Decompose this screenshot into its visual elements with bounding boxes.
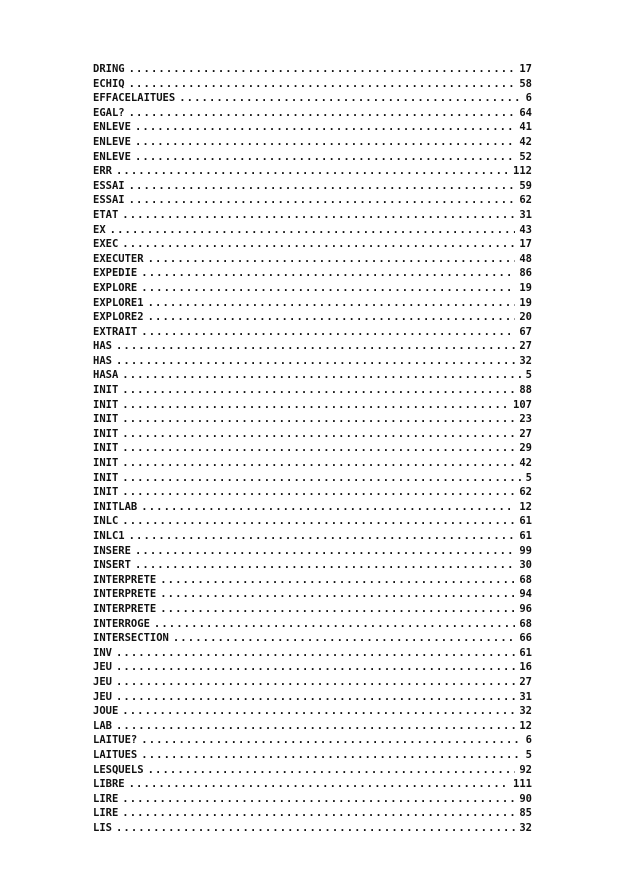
index-entry-page-number: 32 [519, 821, 532, 834]
index-entry-name: LIBRE [93, 778, 125, 791]
index-entry-page-number: 58 [519, 77, 532, 90]
index-entry-page-number: 43 [519, 223, 532, 236]
dot-leader [141, 325, 515, 340]
index-entry [93, 558, 532, 573]
index-entry-name: EGAL? [93, 106, 125, 119]
dot-leader [116, 646, 515, 661]
index-list [93, 62, 532, 835]
index-entry-name: JEU [93, 661, 112, 674]
index-entry-page-number: 42 [519, 457, 532, 470]
dot-leader [141, 748, 521, 763]
dot-leader [122, 383, 515, 398]
index-entry-page-number: 29 [519, 442, 532, 455]
index-entry-name: INLC [93, 515, 119, 528]
index-entry-page-number: 68 [519, 617, 532, 630]
index-entry [93, 120, 532, 135]
index-entry-page-number: 31 [519, 690, 532, 703]
index-entry [93, 660, 532, 675]
index-entry-page-number: 111 [513, 778, 532, 791]
index-entry-page-number: 31 [519, 208, 532, 221]
index-entry-name: LAB [93, 719, 112, 732]
dot-leader [122, 441, 515, 456]
index-entry-name: INLC1 [93, 530, 125, 542]
index-entry [93, 617, 532, 632]
index-entry-page-number: 99 [519, 544, 532, 557]
dot-leader [135, 544, 515, 559]
index-entry-name: INIT [93, 486, 119, 499]
index-entry-name: LAITUE? [93, 734, 138, 747]
index-entry-page-number: 67 [519, 325, 532, 338]
index-entry-name: LAITUES [93, 748, 138, 761]
index-entry [93, 412, 532, 427]
index-entry [93, 281, 532, 296]
index-entry [93, 106, 532, 121]
index-entry [93, 587, 532, 602]
index-entry-name: ENLEVE [93, 150, 131, 163]
dot-leader [122, 792, 515, 807]
dot-leader [116, 354, 515, 369]
index-entry-page-number: 27 [519, 675, 532, 688]
index-entry-name: JOUE [93, 705, 119, 718]
dot-leader [110, 223, 516, 238]
index-entry-page-number: 61 [519, 515, 532, 528]
dot-leader [129, 62, 516, 77]
index-entry [93, 792, 532, 807]
dot-leader [141, 500, 515, 515]
dot-leader [122, 456, 515, 471]
index-entry-name: EFFACELAITUES [93, 92, 176, 105]
index-entry [93, 544, 532, 559]
dot-leader [122, 237, 515, 252]
index-entry-name: ESSAI [93, 179, 125, 192]
dot-leader [154, 617, 515, 632]
index-entry-name: INIT [93, 442, 119, 455]
dot-leader [160, 573, 515, 588]
index-entry-page-number: 5 [525, 748, 532, 761]
index-entry [93, 368, 532, 383]
index-entry-page-number: 86 [519, 267, 532, 280]
index-entry-page-number: 68 [519, 573, 532, 586]
index-entry-name: ESSAI [93, 194, 125, 207]
index-entry [93, 354, 532, 369]
index-entry-name: EXPLORE2 [93, 311, 144, 324]
dot-leader [141, 733, 521, 748]
index-entry-name: LIS [93, 821, 112, 834]
index-entry-name: INIT [93, 457, 119, 470]
index-entry [93, 62, 532, 77]
index-entry [93, 573, 532, 588]
index-entry [93, 675, 532, 690]
index-entry-page-number: 5 [525, 369, 532, 382]
index-entry-page-number: 61 [519, 530, 532, 542]
index-entry-page-number: 64 [519, 106, 532, 119]
dot-leader [129, 193, 516, 208]
index-entry-name: EXPEDIE [93, 267, 138, 280]
index-entry-name: INITLAB [93, 500, 138, 513]
index-entry-page-number: 19 [519, 296, 532, 309]
index-entry-page-number: 112 [513, 165, 532, 178]
dot-leader [173, 631, 515, 646]
index-entry [93, 471, 532, 486]
index-entry-name: EXPLORE [93, 281, 138, 294]
index-entry [93, 77, 532, 92]
index-entry-name: EXPLORE1 [93, 296, 144, 309]
dot-leader [116, 675, 515, 690]
dot-leader [116, 660, 515, 675]
index-entry [93, 763, 532, 778]
index-entry [93, 821, 532, 836]
index-entry-page-number: 20 [519, 311, 532, 324]
index-entry-name: INV [93, 646, 112, 659]
dot-leader [129, 529, 516, 544]
index-entry-name: LIRE [93, 792, 119, 805]
index-entry-name: LESQUELS [93, 763, 144, 776]
index-entry-page-number: 23 [519, 413, 532, 426]
index-entry-page-number: 48 [519, 252, 532, 265]
index-entry [93, 777, 532, 792]
index-entry-page-number: 19 [519, 281, 532, 294]
index-entry-name: EXTRAIT [93, 325, 138, 338]
index-entry-name: EX [93, 223, 106, 236]
index-entry-name: DRING [93, 63, 125, 75]
index-entry-page-number: 5 [525, 471, 532, 484]
index-entry-name: INTERPRETE [93, 588, 157, 601]
dot-leader [122, 427, 515, 442]
index-entry [93, 325, 532, 340]
index-entry-page-number: 27 [519, 340, 532, 353]
index-entry [93, 441, 532, 456]
index-entry-page-number: 12 [519, 719, 532, 732]
index-entry-name: INTERPRETE [93, 602, 157, 615]
index-entry-page-number: 90 [519, 792, 532, 805]
index-entry [93, 310, 532, 325]
index-entry [93, 179, 532, 194]
dot-leader [116, 339, 515, 354]
index-entry [93, 193, 532, 208]
dot-leader [116, 690, 515, 705]
index-entry-page-number: 62 [519, 194, 532, 207]
index-entry [93, 252, 532, 267]
index-entry-name: INIT [93, 471, 119, 484]
dot-leader [148, 252, 516, 267]
index-entry [93, 646, 532, 661]
index-entry-name: INSERE [93, 544, 131, 557]
index-entry-page-number: 27 [519, 427, 532, 440]
index-entry [93, 223, 532, 238]
index-entry [93, 339, 532, 354]
index-entry-page-number: 107 [513, 398, 532, 411]
dot-leader [122, 806, 515, 821]
index-entry [93, 529, 532, 544]
dot-leader [160, 587, 515, 602]
index-entry-name: JEU [93, 675, 112, 688]
index-entry-name: JEU [93, 690, 112, 703]
index-entry-name: INIT [93, 384, 119, 397]
dot-leader [116, 164, 509, 179]
dot-leader [135, 120, 515, 135]
index-entry-page-number: 85 [519, 807, 532, 820]
index-entry [93, 91, 532, 106]
index-entry-name: INTERROGE [93, 617, 150, 630]
index-entry-name: INTERPRETE [93, 573, 157, 586]
index-entry-page-number: 62 [519, 486, 532, 499]
dot-leader [148, 296, 516, 311]
index-entry-name: HAS [93, 354, 112, 367]
index-entry-name: EXECUTER [93, 252, 144, 265]
index-entry [93, 514, 532, 529]
dot-leader [122, 368, 521, 383]
index-entry-name: HASA [93, 369, 119, 382]
dot-leader [122, 208, 515, 223]
index-entry [93, 164, 532, 179]
index-entry [93, 631, 532, 646]
dot-leader [122, 704, 515, 719]
index-entry [93, 208, 532, 223]
index-entry-name: INTERSECTION [93, 632, 169, 645]
index-entry-name: ETAT [93, 208, 119, 221]
index-entry [93, 806, 532, 821]
index-entry-page-number: 94 [519, 588, 532, 601]
index-entry [93, 383, 532, 398]
index-entry-name: INIT [93, 427, 119, 440]
dot-leader [160, 602, 515, 617]
index-entry-name: ENLEVE [93, 135, 131, 148]
index-entry [93, 296, 532, 311]
index-entry [93, 456, 532, 471]
dot-leader [129, 777, 509, 792]
index-entry [93, 719, 532, 734]
index-entry-page-number: 17 [519, 63, 532, 75]
index-entry-page-number: 16 [519, 661, 532, 674]
index-entry-name: INIT [93, 398, 119, 411]
index-entry-page-number: 96 [519, 602, 532, 615]
index-entry-page-number: 92 [519, 763, 532, 776]
index-entry [93, 150, 532, 165]
index-entry [93, 398, 532, 413]
index-entry-name: HAS [93, 340, 112, 353]
index-entry-page-number: 41 [519, 121, 532, 134]
index-entry-name: INIT [93, 413, 119, 426]
dot-leader [122, 485, 515, 500]
dot-leader [135, 150, 515, 165]
index-entry-page-number: 88 [519, 384, 532, 397]
index-entry-page-number: 52 [519, 150, 532, 163]
index-entry-page-number: 32 [519, 354, 532, 367]
index-entry-name: ECHIQ [93, 77, 125, 90]
dot-leader [116, 821, 515, 836]
index-entry-name: INSERT [93, 559, 131, 572]
index-entry-name: EXEC [93, 238, 119, 251]
dot-leader [148, 763, 516, 778]
index-entry [93, 485, 532, 500]
index-entry-page-number: 59 [519, 179, 532, 192]
index-entry-page-number: 30 [519, 559, 532, 572]
index-entry [93, 748, 532, 763]
index-entry-page-number: 66 [519, 632, 532, 645]
index-entry [93, 266, 532, 281]
index-entry [93, 500, 532, 515]
index-entry [93, 237, 532, 252]
index-entry-name: LIRE [93, 807, 119, 820]
index-entry [93, 704, 532, 719]
dot-leader [135, 135, 515, 150]
index-entry [93, 135, 532, 150]
dot-leader [141, 281, 515, 296]
index-entry-page-number: 17 [519, 238, 532, 251]
dot-leader [129, 106, 516, 121]
index-entry-name: ERR [93, 165, 112, 178]
dot-leader [129, 77, 516, 92]
index-entry-page-number: 6 [525, 734, 532, 747]
dot-leader [116, 719, 515, 734]
dot-leader [122, 398, 509, 413]
dot-leader [129, 179, 516, 194]
index-entry [93, 733, 532, 748]
dot-leader [141, 266, 515, 281]
index-entry [93, 690, 532, 705]
dot-leader [179, 91, 521, 106]
index-entry-page-number: 12 [519, 500, 532, 513]
dot-leader [122, 471, 521, 486]
index-entry-page-number: 6 [525, 92, 532, 105]
dot-leader [122, 514, 515, 529]
index-entry-page-number: 32 [519, 705, 532, 718]
index-entry-name: ENLEVE [93, 121, 131, 134]
dot-leader [135, 558, 515, 573]
index-entry [93, 602, 532, 617]
dot-leader [148, 310, 516, 325]
index-entry-page-number: 42 [519, 135, 532, 148]
dot-leader [122, 412, 515, 427]
index-entry [93, 427, 532, 442]
index-entry-page-number: 61 [519, 646, 532, 659]
